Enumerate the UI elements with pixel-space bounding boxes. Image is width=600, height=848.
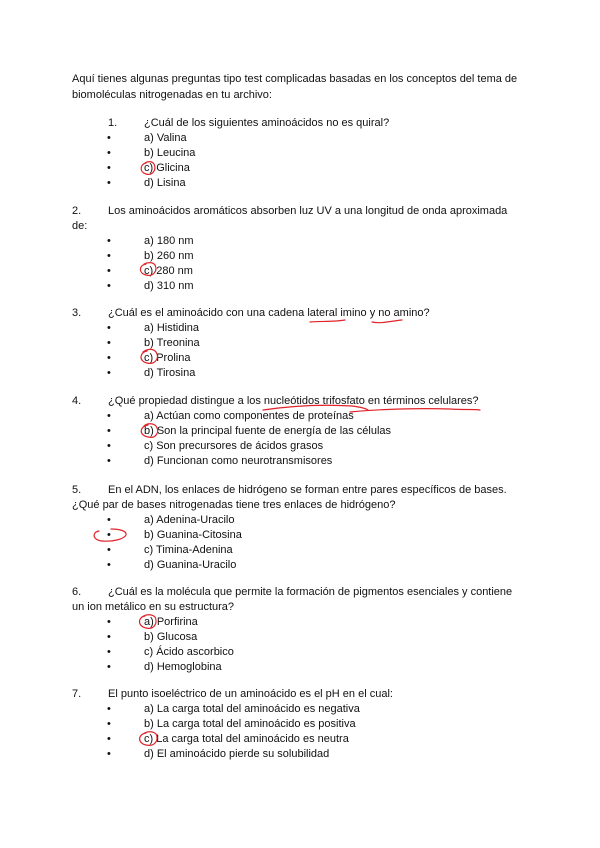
option[interactable] — [72, 409, 532, 424]
option[interactable] — [72, 615, 532, 630]
question-3 — [72, 306, 532, 381]
option[interactable] — [72, 146, 532, 161]
bullet: • — [107, 337, 111, 349]
bullet: • — [107, 132, 111, 144]
question-4 — [72, 394, 532, 469]
option-text: a) Adenina-Uracilo — [144, 514, 235, 526]
option[interactable] — [72, 513, 532, 528]
intro-line-2: biomoléculas nitrogenadas en tu archivo: — [72, 89, 272, 101]
question-6-options — [72, 615, 532, 675]
question-5-text: En el ADN, los enlaces de hidrógeno se forman entre pares específicos de bases. — [108, 484, 507, 496]
intro-paragraph — [72, 71, 532, 103]
question-5 — [72, 483, 532, 573]
option[interactable] — [72, 702, 532, 717]
option-text: a) La carga total del aminoácido es negativa — [144, 703, 360, 715]
question-4-text: ¿Qué propiedad distingue a los nucleótidos trifosfato en términos celulares? — [108, 395, 479, 407]
option-text: b) 260 nm — [144, 250, 194, 262]
question-2-options — [72, 234, 532, 294]
question-7-options — [72, 702, 532, 762]
option[interactable] — [72, 321, 532, 336]
bullet: • — [107, 661, 111, 673]
question-2 — [72, 204, 532, 294]
bullet: • — [107, 616, 111, 628]
bullet: • — [107, 367, 111, 379]
option-text: d) Lisina — [144, 177, 186, 189]
option[interactable] — [72, 717, 532, 732]
question-1-line — [72, 116, 532, 131]
question-6-line-cont: un ion metálico en su estructura? — [72, 601, 235, 613]
option-text: c) 280 nm — [144, 265, 193, 277]
bullet: • — [107, 177, 111, 189]
option[interactable] — [72, 558, 532, 573]
option[interactable] — [72, 264, 532, 279]
question-6-text: ¿Cuál es la molécula que permite la formación de pigmentos esenciales y contiene — [108, 586, 513, 598]
bullet: • — [107, 162, 111, 174]
bullet: • — [107, 559, 111, 571]
question-6-number: 6. — [72, 586, 82, 598]
bullet: • — [107, 646, 111, 658]
option[interactable] — [72, 645, 532, 660]
option-text: b) Son la principal fuente de energía de las células — [144, 425, 392, 437]
option[interactable] — [72, 528, 532, 543]
option-text: c) Ácido ascorbico — [144, 646, 234, 658]
bullet: • — [107, 529, 111, 541]
option-text: a) Valina — [144, 132, 187, 144]
option-text: c) Prolina — [144, 352, 191, 364]
question-6-line — [72, 585, 532, 600]
option[interactable] — [72, 439, 532, 454]
option-text: d) Tirosina — [144, 367, 196, 379]
option-text: b) Glucosa — [144, 631, 198, 643]
question-5-line — [72, 483, 532, 498]
bullet: • — [107, 703, 111, 715]
option-text: a) 180 nm — [144, 235, 194, 247]
option-text: c) Timina-Adenina — [144, 544, 233, 556]
bullet: • — [107, 718, 111, 730]
question-1-options — [72, 131, 532, 191]
bullet: • — [107, 544, 111, 556]
question-3-line — [72, 306, 532, 321]
option[interactable] — [72, 543, 532, 558]
option[interactable] — [72, 279, 532, 294]
question-1 — [72, 116, 532, 191]
option-text: c) Glicina — [144, 162, 190, 174]
bullet: • — [107, 410, 111, 422]
option[interactable] — [72, 747, 532, 762]
bullet: • — [107, 440, 111, 452]
option-text: b) Treonina — [144, 337, 200, 349]
option[interactable] — [72, 366, 532, 381]
bullet: • — [107, 265, 111, 277]
bullet: • — [107, 425, 111, 437]
question-1-text: ¿Cuál de los siguientes aminoácidos no es quiral? — [144, 117, 390, 129]
option[interactable] — [72, 454, 532, 469]
option[interactable] — [72, 131, 532, 146]
question-7-number: 7. — [72, 688, 82, 700]
option[interactable] — [72, 336, 532, 351]
option-text: b) Leucina — [144, 147, 196, 159]
option-text: b) La carga total del aminoácido es positiva — [144, 718, 356, 730]
bullet: • — [107, 235, 111, 247]
option[interactable] — [72, 249, 532, 264]
option-text: d) Hemoglobina — [144, 661, 222, 673]
question-4-line — [72, 394, 532, 409]
question-4-number: 4. — [72, 395, 82, 407]
intro-line-1: Aquí tienes algunas preguntas tipo test complicadas basadas en los conceptos del tema de — [72, 73, 518, 85]
bullet: • — [107, 455, 111, 467]
option[interactable] — [72, 732, 532, 747]
option-text: c) Son precursores de ácidos grasos — [144, 440, 324, 452]
option[interactable] — [72, 351, 532, 366]
option[interactable] — [72, 660, 532, 675]
option-text: a) Actúan como componentes de proteínas — [144, 410, 354, 422]
option-text: d) El aminoácido pierde su solubilidad — [144, 748, 330, 760]
question-5-options — [72, 513, 532, 573]
bullet: • — [107, 250, 111, 262]
question-4-options — [72, 409, 532, 469]
option-text: a) Histidina — [144, 322, 200, 334]
option-text: b) Guanina-Citosina — [144, 529, 242, 541]
option-text: d) Guanina-Uracilo — [144, 559, 237, 571]
question-2-number: 2. — [72, 205, 82, 217]
option-text: a) Porfirina — [144, 616, 198, 628]
option[interactable] — [72, 234, 532, 249]
question-6 — [72, 585, 532, 675]
question-3-number: 3. — [72, 307, 82, 319]
option[interactable] — [72, 161, 532, 176]
bullet: • — [107, 733, 111, 745]
option[interactable] — [72, 630, 532, 645]
bullet: • — [107, 352, 111, 364]
question-7 — [72, 687, 532, 762]
bullet: • — [107, 147, 111, 159]
question-1-number: 1. — [108, 117, 118, 129]
bullet: • — [107, 748, 111, 760]
question-7-text: El punto isoeléctrico de un aminoácido es el pH en el cual: — [108, 688, 393, 700]
question-7-line — [72, 687, 532, 702]
option-text: d) 310 nm — [144, 280, 194, 292]
question-2-line — [72, 204, 532, 219]
bullet: • — [107, 322, 111, 334]
option[interactable] — [72, 176, 532, 191]
bullet: • — [107, 631, 111, 643]
bullet: • — [107, 514, 111, 526]
question-5-line-cont: ¿Qué par de bases nitrogenadas tiene tres enlaces de hidrógeno? — [72, 499, 396, 511]
bullet: • — [107, 280, 111, 292]
question-2-text: Los aminoácidos aromáticos absorben luz UV a una longitud de onda aproximada — [108, 205, 508, 217]
question-3-text: ¿Cuál es el aminoácido con una cadena lateral imino y no amino? — [108, 307, 430, 319]
question-5-number: 5. — [72, 484, 82, 496]
option[interactable] — [72, 424, 532, 439]
question-3-options — [72, 321, 532, 381]
question-2-line-cont: de: — [72, 220, 88, 232]
option-text: d) Funcionan como neurotransmisores — [144, 455, 333, 467]
option-text: c) La carga total del aminoácido es neutra — [144, 733, 349, 745]
